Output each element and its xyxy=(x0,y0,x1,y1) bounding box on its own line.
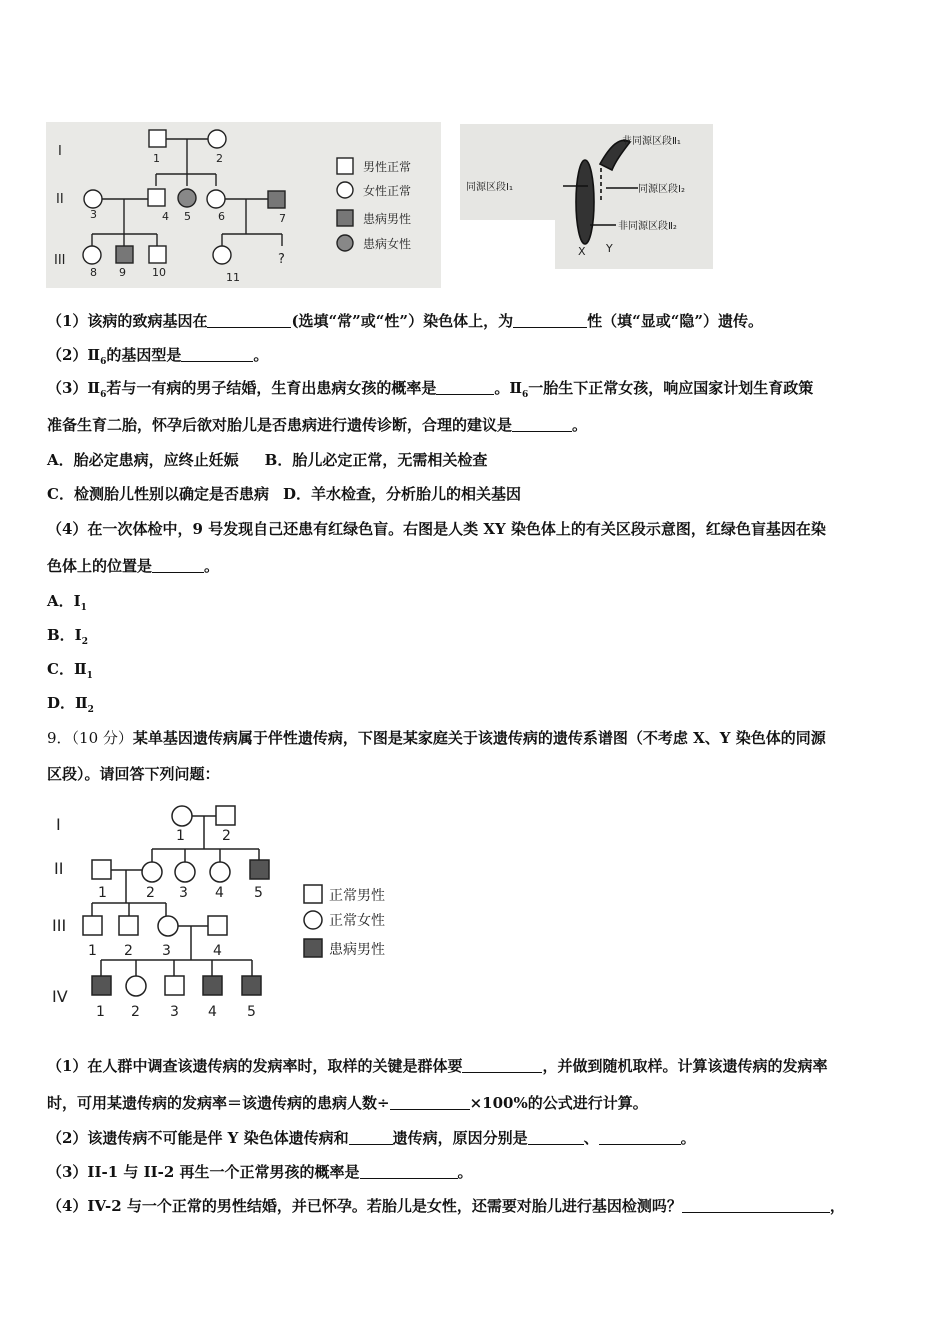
choice-a[interactable]: A．$I_1$ xyxy=(47,592,87,613)
legend9-male-affected: 患病男性 xyxy=(329,942,385,958)
svg-text:2: 2 xyxy=(124,943,133,959)
gen-label-II: II xyxy=(56,192,64,207)
id-10: 10 xyxy=(152,266,166,279)
svg-text:2: 2 xyxy=(131,1004,140,1020)
svg-text:4: 4 xyxy=(215,885,224,901)
blank-q8-3[interactable] xyxy=(181,346,253,362)
legend9-male-normal: 正常男性 xyxy=(329,888,385,904)
choice-d[interactable]: D．$Ⅱ_2$ xyxy=(47,694,94,715)
q9-ans-1: （1）在人群中调查该遗传病的发病率时，取样的关键是群体要 ，并做到随机取样。计算该遗传病的发病率 xyxy=(47,1057,828,1075)
label-nonhom-II1: 非同源区段Ⅱ₁ xyxy=(622,136,681,147)
pedigree-svg-q8 xyxy=(46,122,441,288)
option-d[interactable]: D．羊水检查，分析胎儿的相关基因 xyxy=(282,485,521,503)
choice-c[interactable]: C．$Ⅱ_1$ xyxy=(47,660,93,681)
blank-q9-5[interactable] xyxy=(599,1129,681,1145)
legend-female-normal: 女性正常 xyxy=(363,184,412,198)
id-11: 11 xyxy=(226,271,240,284)
blank-q8-6[interactable] xyxy=(152,557,204,573)
option-b[interactable]: B．胎儿必定正常，无需相关检查 xyxy=(264,451,488,469)
blank-q9-2[interactable] xyxy=(390,1094,470,1110)
id-3: 3 xyxy=(90,208,97,221)
xy-chromosome-svg xyxy=(460,124,713,269)
id-1: 1 xyxy=(153,152,160,165)
label-y: Y xyxy=(606,242,613,255)
id-7: 7 xyxy=(279,212,286,225)
gen9-label-I: I xyxy=(56,815,61,834)
svg-text:5: 5 xyxy=(247,1004,256,1020)
q9-ans-3: （2）该遗传病不可能是伴 Y 染色体遗传病和 遗传病，原因分别是 、 。 xyxy=(47,1129,696,1147)
id-5: 5 xyxy=(184,210,191,223)
svg-text:3: 3 xyxy=(170,1004,179,1020)
svg-text:2: 2 xyxy=(146,885,155,901)
gen-label-I: I xyxy=(58,144,62,159)
svg-text:1: 1 xyxy=(176,828,185,844)
svg-text:1: 1 xyxy=(98,885,107,901)
option-a[interactable]: A．胎必定患病，应终止妊娠 xyxy=(47,451,239,469)
pedigree-figure-q9 xyxy=(46,796,406,1024)
svg-text:4: 4 xyxy=(208,1004,217,1020)
q8-options-ab xyxy=(47,448,909,472)
blank-q9-7[interactable] xyxy=(682,1197,830,1213)
gen-label-III: III xyxy=(54,253,66,268)
id-4: 4 xyxy=(162,210,169,223)
q9-line-2: 区段）。请回答下列问题： xyxy=(47,765,220,783)
svg-text:1: 1 xyxy=(88,943,97,959)
q8-line-6: 色体上的位置是 。 xyxy=(47,557,220,575)
label-x: X xyxy=(578,245,586,258)
legend9-female-normal: 正常女性 xyxy=(329,913,385,929)
blank-q8-2[interactable] xyxy=(513,312,587,328)
svg-text:1: 1 xyxy=(96,1004,105,1020)
blank-q9-1[interactable] xyxy=(462,1057,542,1073)
q9-ans-5: （4）IV-2 与一个正常的男性结婚，并已怀孕。若胎儿是女性，还需要对胎儿进行基因检测吗？ ， xyxy=(47,1197,845,1215)
blank-q8-4[interactable] xyxy=(436,379,494,395)
id-8: 8 xyxy=(90,266,97,279)
svg-text:4: 4 xyxy=(213,943,222,959)
q9-line-1: 9．（10 分）某单基因遗传病属于伴性遗传病，下图是某家庭关于该遗传病的遗传系谱图（不考虑 X、Y 染色体的同源 xyxy=(47,729,826,747)
gen9-label-IV: IV xyxy=(52,987,68,1006)
id-unknown: ? xyxy=(278,252,285,267)
q8-line-3: $(3)Ⅱ_6$若与一有病的男子结婚，生育出患病女孩的概率是 。$Ⅱ_6$一胎生下正常女孩，响应国家计划生育政策 xyxy=(47,379,814,400)
svg-text:3: 3 xyxy=(162,943,171,959)
id-2: 2 xyxy=(216,152,223,165)
blank-q8-1[interactable] xyxy=(207,312,291,328)
label-nonhom-II2: 非同源区段Ⅱ₂ xyxy=(618,221,677,232)
legend-female-affected: 患病女性 xyxy=(363,237,412,251)
q8-options-cd xyxy=(47,482,909,506)
svg-text:2: 2 xyxy=(222,828,231,844)
blank-q9-3[interactable] xyxy=(349,1129,393,1145)
blank-q9-6[interactable] xyxy=(360,1163,458,1179)
q9-ans-4: （3）II-1 与 II-2 再生一个正常男孩的概率是 。 xyxy=(47,1163,473,1181)
gen9-label-II: II xyxy=(54,859,64,878)
blank-q9-4[interactable] xyxy=(528,1129,584,1145)
option-c[interactable]: C．检测胎儿性别以确定是否患病 xyxy=(47,485,269,503)
legend-male-affected: 患病男性 xyxy=(363,212,412,226)
q8-line-4: 准备生育二胎，怀孕后欲对胎儿是否患病进行遗传诊断，合理的建议是 。 xyxy=(47,416,588,434)
blank-q8-5[interactable] xyxy=(512,416,572,432)
label-hom-I1: 同源区段Ⅰ₁ xyxy=(466,182,513,193)
label-hom-I2: 同源区段Ⅰ₂ xyxy=(638,184,685,195)
svg-text:3: 3 xyxy=(179,885,188,901)
xy-chromosome-figure xyxy=(460,124,713,269)
id-6: 6 xyxy=(218,210,225,223)
q8-line-2: $(2)Ⅱ_6$的基因型是 。 xyxy=(47,346,269,367)
q8-line-1: （1）该病的致病基因在 (选填“常”或“性”）染色体上，为 性（填“显或“隐”）遗传。 xyxy=(47,312,763,330)
pedigree-svg-q9 xyxy=(46,796,406,1024)
pedigree-figure-q8 xyxy=(46,122,441,288)
q8-line-5: （4）在一次体检中，9 号发现自己还患有红绿色盲。右图是人类 XY 染色体上的有关区段示意图，红绿色盲基因在染 xyxy=(47,520,826,538)
svg-text:5: 5 xyxy=(254,885,263,901)
gen9-label-III: III xyxy=(52,916,67,935)
legend-male-normal: 男性正常 xyxy=(363,160,412,174)
choice-b[interactable]: B．$I_2$ xyxy=(47,626,88,647)
q9-ans-2: 时，可用某遗传病的发病率＝该遗传病的患病人数÷ ×100%的公式进行计算。 xyxy=(47,1094,648,1112)
id-9: 9 xyxy=(119,266,126,279)
